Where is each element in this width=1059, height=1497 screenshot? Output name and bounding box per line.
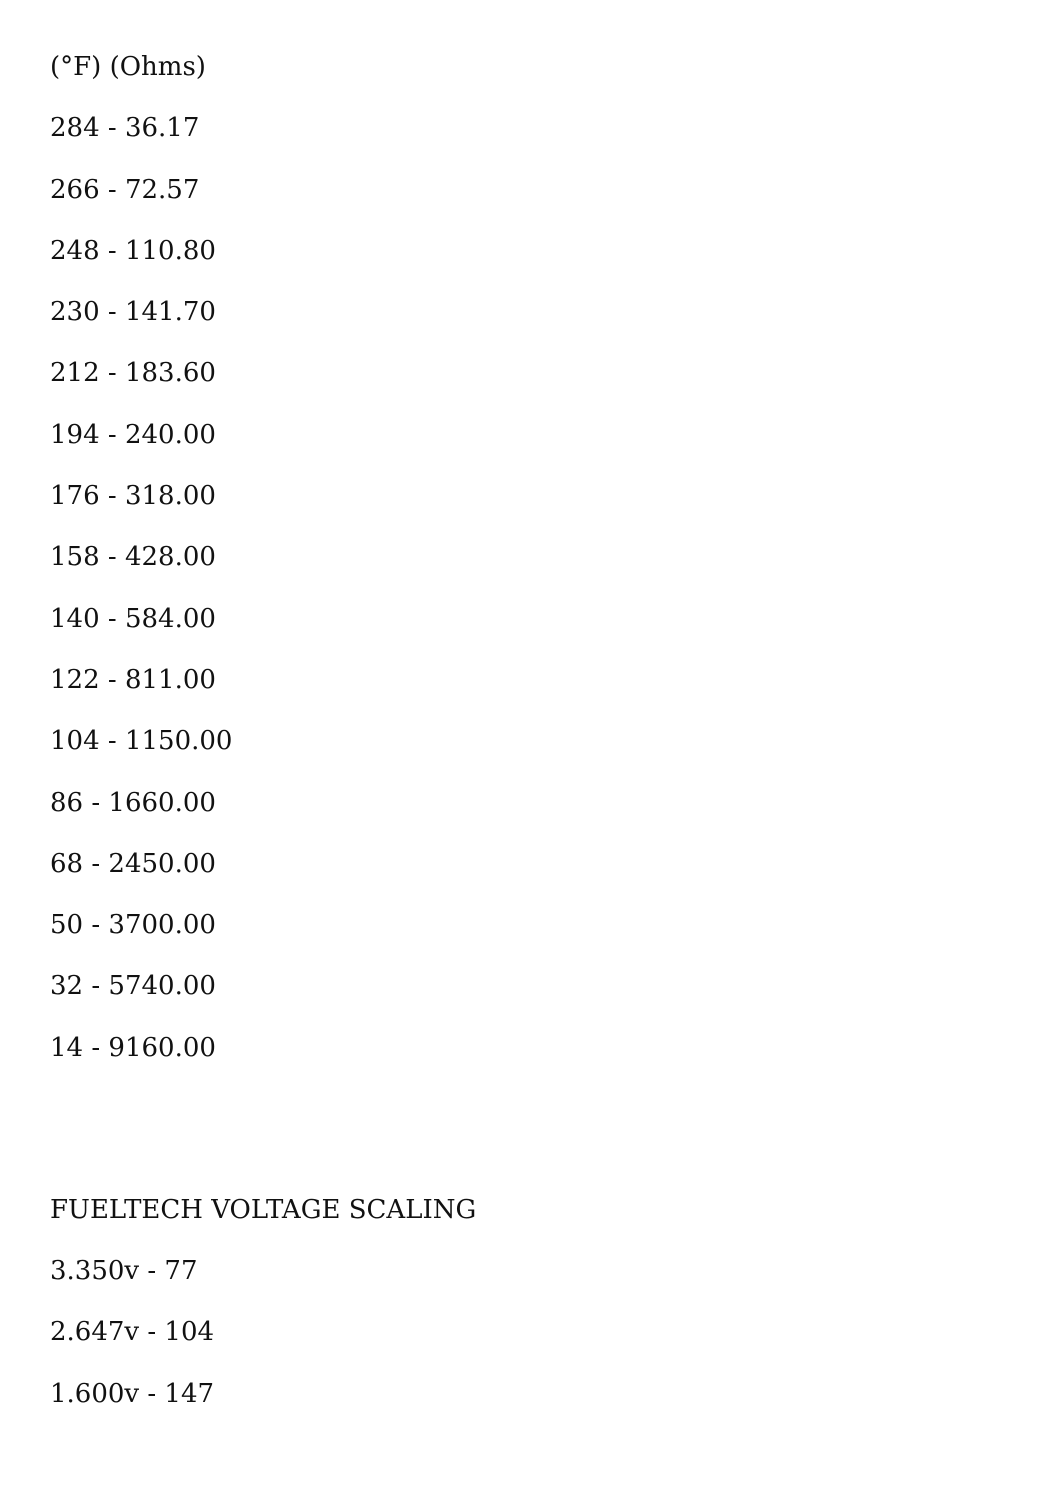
table-row: 176 - 318.00 bbox=[50, 481, 216, 512]
voltage-row: 2.647v - 104 bbox=[50, 1317, 215, 1348]
table-row: 140 - 584.00 bbox=[50, 603, 216, 634]
voltage-row: 3.350v - 77 bbox=[50, 1256, 198, 1287]
resistance-table-header: (°F) (Ohms) bbox=[50, 52, 206, 82]
table-row: 32 - 5740.00 bbox=[50, 971, 216, 1002]
resistance-table bbox=[50, 52, 1010, 1063]
document-page bbox=[50, 52, 1010, 1409]
table-row: 158 - 428.00 bbox=[50, 542, 216, 573]
table-row: 50 - 3700.00 bbox=[50, 910, 216, 941]
voltage-row: 1.600v - 147 bbox=[50, 1378, 215, 1409]
table-row: 68 - 2450.00 bbox=[50, 848, 216, 879]
table-row: 104 - 1150.00 bbox=[50, 726, 233, 757]
voltage-scaling-section bbox=[50, 1195, 1010, 1409]
table-row: 194 - 240.00 bbox=[50, 419, 216, 450]
table-row: 284 - 36.17 bbox=[50, 113, 200, 144]
voltage-scaling-heading: FUELTECH VOLTAGE SCALING bbox=[50, 1194, 477, 1225]
table-row: 248 - 110.80 bbox=[50, 235, 216, 266]
table-row: 212 - 183.60 bbox=[50, 358, 216, 389]
table-row: 122 - 811.00 bbox=[50, 664, 216, 695]
table-row: 14 - 9160.00 bbox=[50, 1032, 216, 1063]
table-row: 266 - 72.57 bbox=[50, 174, 200, 205]
table-row: 86 - 1660.00 bbox=[50, 787, 216, 818]
table-row: 230 - 141.70 bbox=[50, 297, 216, 328]
